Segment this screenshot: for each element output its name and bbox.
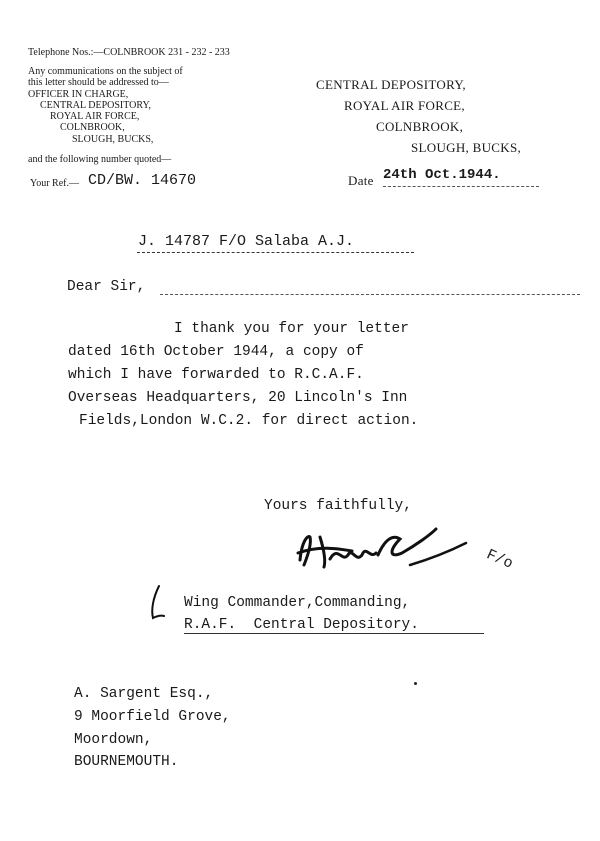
date-underline — [383, 186, 539, 187]
communications-note-1: Any communications on the subject of — [28, 66, 183, 77]
office-address-4: COLNBROOK, — [60, 122, 125, 133]
signatory-title: Wing Commander,Commanding, — [184, 595, 411, 611]
body-line-4: Overseas Headquarters, 20 Lincoln's Inn — [68, 390, 408, 406]
office-address-2: CENTRAL DEPOSITORY, — [40, 100, 151, 111]
body-line-5: Fields,London W.C.2. for direct action. — [79, 413, 419, 429]
ink-speck — [414, 682, 417, 685]
your-ref-value: CD/BW. 14670 — [88, 172, 197, 189]
office-address-3: ROYAL AIR FORCE, — [50, 111, 140, 122]
date-label: Date — [348, 173, 374, 188]
office-address-1: OFFICER IN CHARGE, — [28, 89, 129, 100]
body-line-1: I thank you for your letter — [174, 321, 409, 337]
closing: Yours faithfully, — [264, 498, 412, 514]
signatory-unit: R.A.F. Central Depository. — [184, 617, 419, 633]
your-ref-label: Your Ref.— — [30, 178, 79, 189]
depository-county: SLOUGH, BUCKS, — [411, 140, 522, 155]
salutation-rule — [160, 294, 580, 295]
handwritten-signature — [290, 515, 510, 585]
recipient-town: BOURNEMOUTH. — [74, 754, 179, 770]
depository-raf: ROYAL AIR FORCE, — [344, 98, 465, 113]
subject-line: J. 14787 F/O Salaba A.J. — [138, 233, 355, 250]
recipient-district: Moordown, — [74, 732, 153, 748]
depository-name: CENTRAL DEPOSITORY, — [316, 77, 466, 92]
body-line-2: dated 16th October 1944, a copy of — [68, 344, 364, 360]
signatory-underline — [184, 633, 484, 634]
subject-underline — [137, 252, 414, 253]
body-line-3: which I have forwarded to R.C.A.F. — [68, 367, 364, 383]
recipient-street: 9 Moorfield Grove, — [74, 709, 231, 725]
date-value: 24th Oct.1944. — [383, 167, 501, 183]
communications-note-2: this letter should be addressed to— — [28, 77, 169, 88]
recipient-name: A. Sargent Esq., — [74, 686, 214, 702]
pen-tick-mark — [145, 584, 165, 624]
depository-town: COLNBROOK, — [376, 119, 464, 134]
salutation: Dear Sir, — [67, 279, 146, 295]
quote-note: and the following number quoted— — [28, 154, 172, 165]
office-address-5: SLOUGH, BUCKS, — [72, 134, 154, 145]
signature-suffix: F/o — [483, 546, 516, 573]
telephone-line: Telephone Nos.:—COLNBROOK 231 - 232 - 233 — [28, 47, 230, 58]
